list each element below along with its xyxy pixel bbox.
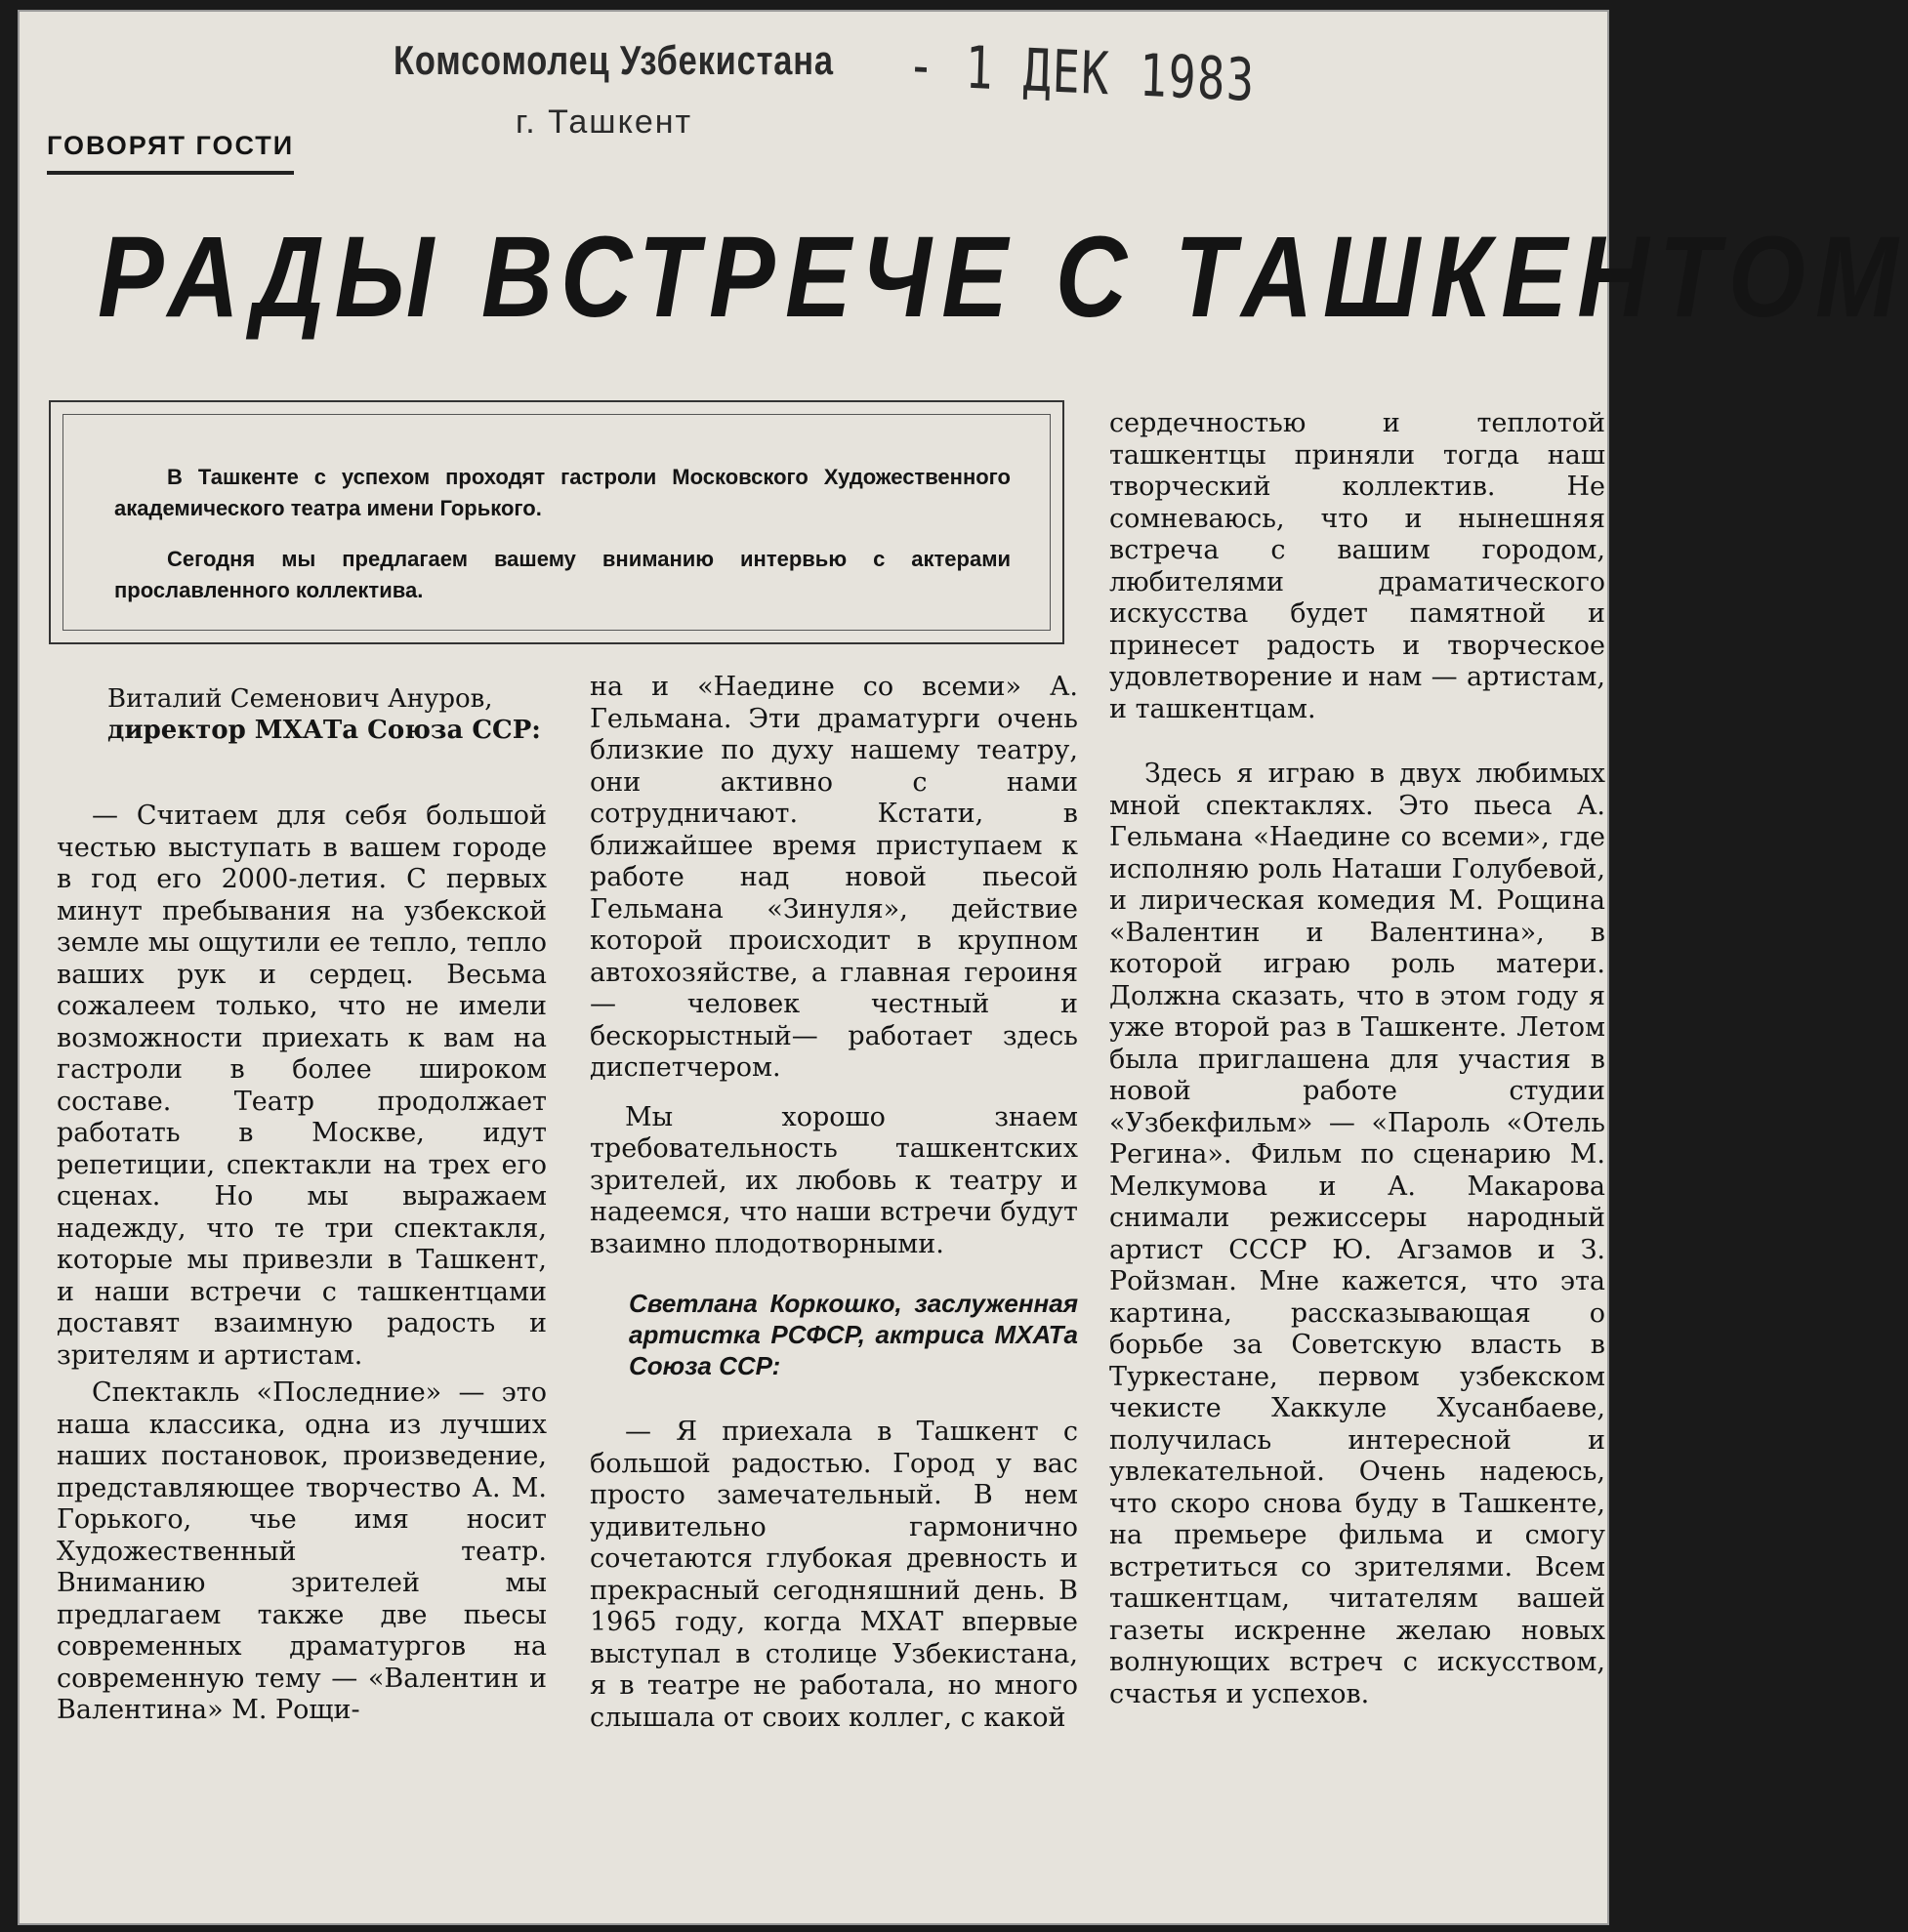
article-paragraph: Спектакль «Последние» — это наша классика, одна из лучших наших постановок, произведение, представляющее творчество А. М. Горького, чье имя носит Художественный театр. Вниманию зрителей мы предлагаем также две пьесы современных драматургов на современную тему — «Валентин и Валентина» М. Рощи-	[57, 1377, 547, 1725]
article-paragraph: сердечностью и теплотой ташкентцы приняли тогда наш творческий коллектив. Не сомневаюсь, что и нынешняя встреча с вашим городом, любителями драматического искусства будет памятной и принесет радость и творческое удовлетворение и нам — артистам, и ташкентцам.	[1109, 408, 1605, 724]
article-paragraph: Мы хорошо знаем требовательность ташкентских зрителей, их любовь к театру и надеемся, что наши встречи будут взаимно плодотворными.	[590, 1101, 1078, 1259]
byline-position: директор МХАТа Союза ССР:	[107, 716, 541, 745]
lead-paragraph: Сегодня мы предлагаем вашему вниманию интервью с актерами прославленного коллектива.	[114, 547, 1011, 602]
article-paragraph: — Я приехала в Ташкент с большой радостью. Город у вас просто замечательный. В нем удивительно гармонично сочетаются глубокая древность и прекрасный сегодняшний день. В 1965 году, когда МХАТ впервые выступал в столице Узбекистана, я в театре не работала, но много слышала от своих коллег, с какой	[590, 1417, 1078, 1733]
column-2	[590, 672, 1078, 1740]
lead-box	[49, 400, 1064, 644]
article-paragraph: Здесь я играю в двух любимых мной спектаклях. Это пьеса А. Гельмана «Наедине со всеми», где исполняю роль Наташи Голубевой, и лирическая комедия М. Рощина «Валентин и Валентина», в которой играю роль матери. Должна сказать, что в этом году я уже второй раз в Ташкенте. Летом была приглашена для участия в новой работе студии «Узбекфильм» — «Пароль «Отель Регина». Фильм по сценарию М. Мелкумова и А. Макарова снимали режиссеры народный артист СССР Ю. Агзамов и З. Ройзман. Мне кажется, что эта картина, рассказывающая о борьбе за Советскую власть в Туркестане, первом узбекском чекисте Хаккуле Хусанбаеве, получилась интересной и увлекательной. Очень надеюсь, что скоро снова буду в Ташкенте, на премьере фильма и смогу встретиться со зрителями. Всем ташкентцам, читателям вашей газеты искренне желаю новых волнующих встреч с искусством, счастья и успехов.	[1109, 759, 1605, 1709]
article-headline: РАДЫ ВСТРЕЧЕ С ТАШКЕНТОМ	[98, 213, 1908, 342]
column-1	[57, 683, 547, 1733]
newspaper-name-stamp: Комсомолец Узбекистана	[394, 37, 834, 83]
newspaper-clipping	[18, 10, 1908, 1925]
date-stamp: - 1 ДЕК 1983	[906, 31, 1257, 115]
column-3	[1109, 408, 1605, 1744]
lead-paragraph: В Ташкенте с успехом проходят гастроли Московского Художественного академического театра имени Горького.	[114, 465, 1011, 520]
rubric-label: ГОВОРЯТ ГОСТИ	[47, 131, 294, 175]
byline-korkoshko: Светлана Коркошко, заслуженная артистка РСФСР, актриса МХАТа Союза ССР:	[629, 1289, 1078, 1380]
article-paragraph: — Считаем для себя большой честью выступать в вашем городе в год его 2000-летия. С первых минут пребывания на узбекской земле мы ощутили ее тепло, тепло ваших рук и сердец. Весьма сожалеем только, что не имели возможности приехать к вам на гастроли в более широком составе. Театр продолжает работать в Москве, идут репетиции, спектакли на трех его сценах. Но мы выражаем надежду, что те три спектакля, которые мы привезли в Ташкент, и наши встречи с ташкентцами доставят взаимную радость и зрителям и артистам.	[57, 801, 547, 1371]
byline-anurov	[57, 683, 547, 746]
article-paragraph: на и «Наедине со всеми» А. Гельмана. Эти драматурги очень близкие по духу нашему театру, они активно с нами сотрудничают. Кстати, в ближайшее время приступаем к работе над новой пьесой Гельмана «Зинуля», действие которой происходит в крупном автохозяйстве, а главная героиня — человек честный и бескорыстный— работает здесь диспетчером.	[590, 672, 1078, 1083]
lead-box-inner	[62, 414, 1051, 631]
byline-name: Виталий Семенович Ануров,	[107, 684, 493, 714]
city-stamp: г. Ташкент	[516, 103, 693, 141]
